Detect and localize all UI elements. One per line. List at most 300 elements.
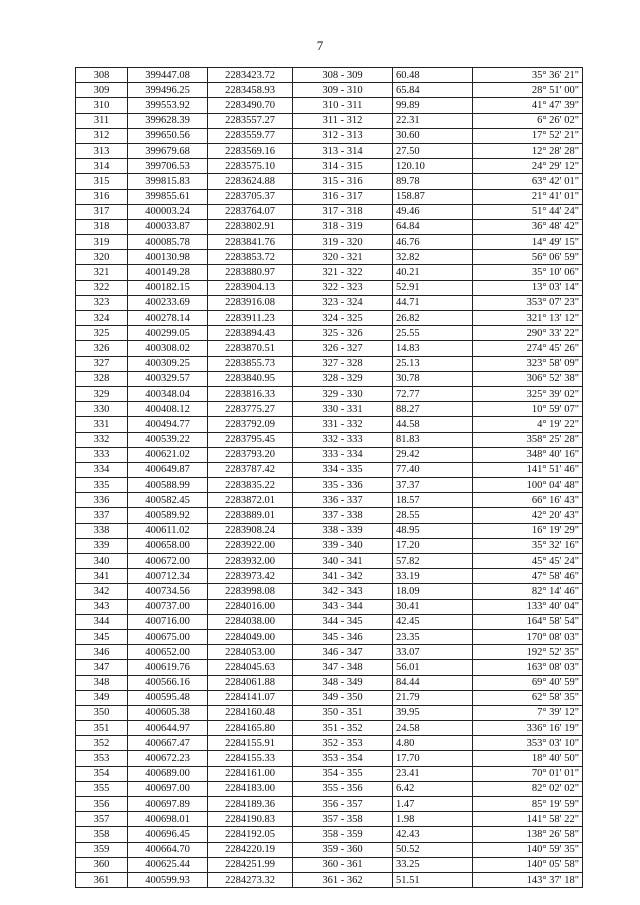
length-cell: 29.42: [393, 447, 473, 462]
angle-cell: 290° 33' 22": [473, 326, 583, 341]
table-row: [76, 371, 583, 386]
angle-cell: 133° 40' 04": [473, 599, 583, 614]
table-row: [76, 751, 583, 766]
y-coordinate-cell: 2283853.72: [208, 250, 293, 265]
length-cell: 39.95: [393, 705, 473, 720]
segment-cell: 317 - 318: [293, 204, 393, 219]
y-coordinate-cell: 2284141.07: [208, 690, 293, 705]
y-coordinate-cell: 2284061.88: [208, 675, 293, 690]
segment-cell: 309 - 310: [293, 83, 393, 98]
segment-cell: 346 - 347: [293, 645, 393, 660]
table-row: [76, 159, 583, 174]
point-number-cell: 326: [76, 341, 128, 356]
y-coordinate-cell: 2283792.09: [208, 417, 293, 432]
point-number-cell: 322: [76, 280, 128, 295]
table-row: [76, 386, 583, 401]
y-coordinate-cell: 2284155.33: [208, 751, 293, 766]
x-coordinate-cell: 400033.87: [128, 219, 208, 234]
length-cell: 33.25: [393, 857, 473, 872]
point-number-cell: 357: [76, 812, 128, 827]
y-coordinate-cell: 2283911.23: [208, 311, 293, 326]
segment-cell: 341 - 342: [293, 569, 393, 584]
point-number-cell: 328: [76, 371, 128, 386]
x-coordinate-cell: 400299.05: [128, 326, 208, 341]
angle-cell: 353° 03' 10": [473, 736, 583, 751]
x-coordinate-cell: 400658.00: [128, 538, 208, 553]
angle-cell: 306° 52' 38": [473, 371, 583, 386]
length-cell: 120.10: [393, 159, 473, 174]
length-cell: 32.82: [393, 250, 473, 265]
table-row: [76, 204, 583, 219]
table-row: [76, 645, 583, 660]
table-row: [76, 280, 583, 295]
angle-cell: 6° 26' 02": [473, 113, 583, 128]
segment-cell: 348 - 349: [293, 675, 393, 690]
x-coordinate-cell: 400329.57: [128, 371, 208, 386]
angle-cell: 36° 48' 42": [473, 219, 583, 234]
table-row: [76, 614, 583, 629]
y-coordinate-cell: 2284049.00: [208, 629, 293, 644]
y-coordinate-cell: 2283569.16: [208, 143, 293, 158]
table-row: [76, 68, 583, 83]
segment-cell: 339 - 340: [293, 538, 393, 553]
point-number-cell: 358: [76, 827, 128, 842]
angle-cell: 12° 28' 28": [473, 143, 583, 158]
table-row: [76, 174, 583, 189]
point-number-cell: 324: [76, 311, 128, 326]
table-row: [76, 781, 583, 796]
segment-cell: 311 - 312: [293, 113, 393, 128]
x-coordinate-cell: 400672.00: [128, 554, 208, 569]
point-number-cell: 337: [76, 508, 128, 523]
table-row: [76, 523, 583, 538]
y-coordinate-cell: 2283998.08: [208, 584, 293, 599]
y-coordinate-cell: 2284045.63: [208, 660, 293, 675]
length-cell: 33.19: [393, 569, 473, 584]
segment-cell: 360 - 361: [293, 857, 393, 872]
point-number-cell: 333: [76, 447, 128, 462]
length-cell: 25.13: [393, 356, 473, 371]
x-coordinate-cell: 400003.24: [128, 204, 208, 219]
y-coordinate-cell: 2284192.05: [208, 827, 293, 842]
segment-cell: 342 - 343: [293, 584, 393, 599]
y-coordinate-cell: 2284189.36: [208, 797, 293, 812]
angle-cell: 100° 04' 48": [473, 478, 583, 493]
point-number-cell: 354: [76, 766, 128, 781]
length-cell: 65.84: [393, 83, 473, 98]
segment-cell: 310 - 311: [293, 98, 393, 113]
point-number-cell: 352: [76, 736, 128, 751]
y-coordinate-cell: 2284038.00: [208, 614, 293, 629]
segment-cell: 329 - 330: [293, 386, 393, 401]
segment-cell: 340 - 341: [293, 554, 393, 569]
angle-cell: 82° 02' 02": [473, 781, 583, 796]
x-coordinate-cell: 400278.14: [128, 311, 208, 326]
y-coordinate-cell: 2283575.10: [208, 159, 293, 174]
angle-cell: 141° 58' 22": [473, 812, 583, 827]
length-cell: 14.83: [393, 341, 473, 356]
table-row: [76, 842, 583, 857]
x-coordinate-cell: 399855.61: [128, 189, 208, 204]
angle-cell: 47° 58' 46": [473, 569, 583, 584]
angle-cell: 170° 08' 03": [473, 629, 583, 644]
x-coordinate-cell: 399706.53: [128, 159, 208, 174]
segment-cell: 315 - 316: [293, 174, 393, 189]
length-cell: 56.01: [393, 660, 473, 675]
x-coordinate-cell: 400625.44: [128, 857, 208, 872]
point-number-cell: 310: [76, 98, 128, 113]
angle-cell: 21° 41' 01": [473, 189, 583, 204]
length-cell: 1.98: [393, 812, 473, 827]
length-cell: 48.95: [393, 523, 473, 538]
segment-cell: 335 - 336: [293, 478, 393, 493]
angle-cell: 325° 39' 02": [473, 386, 583, 401]
point-number-cell: 347: [76, 660, 128, 675]
table-row: [76, 189, 583, 204]
segment-cell: 313 - 314: [293, 143, 393, 158]
segment-cell: 325 - 326: [293, 326, 393, 341]
y-coordinate-cell: 2283802.91: [208, 219, 293, 234]
point-number-cell: 309: [76, 83, 128, 98]
length-cell: 22.31: [393, 113, 473, 128]
point-number-cell: 315: [76, 174, 128, 189]
segment-cell: 328 - 329: [293, 371, 393, 386]
length-cell: 72.77: [393, 386, 473, 401]
angle-cell: 358° 25' 28": [473, 432, 583, 447]
table-row: [76, 235, 583, 250]
point-number-cell: 349: [76, 690, 128, 705]
x-coordinate-cell: 399628.39: [128, 113, 208, 128]
angle-cell: 140° 59' 35": [473, 842, 583, 857]
table-row: [76, 98, 583, 113]
x-coordinate-cell: 400664.70: [128, 842, 208, 857]
y-coordinate-cell: 2283557.27: [208, 113, 293, 128]
segment-cell: 316 - 317: [293, 189, 393, 204]
segment-cell: 312 - 313: [293, 128, 393, 143]
length-cell: 4.80: [393, 736, 473, 751]
length-cell: 6.42: [393, 781, 473, 796]
point-number-cell: 342: [76, 584, 128, 599]
table-row: [76, 736, 583, 751]
x-coordinate-cell: 400539.22: [128, 432, 208, 447]
length-cell: 89.78: [393, 174, 473, 189]
point-number-cell: 313: [76, 143, 128, 158]
point-number-cell: 319: [76, 235, 128, 250]
length-cell: 21.79: [393, 690, 473, 705]
angle-cell: 69° 40' 59": [473, 675, 583, 690]
y-coordinate-cell: 2283423.72: [208, 68, 293, 83]
y-coordinate-cell: 2283490.70: [208, 98, 293, 113]
x-coordinate-cell: 399679.68: [128, 143, 208, 158]
segment-cell: 355 - 356: [293, 781, 393, 796]
length-cell: 28.55: [393, 508, 473, 523]
angle-cell: 348° 40' 16": [473, 447, 583, 462]
point-number-cell: 325: [76, 326, 128, 341]
segment-cell: 334 - 335: [293, 462, 393, 477]
table-row: [76, 766, 583, 781]
point-number-cell: 351: [76, 721, 128, 736]
length-cell: 64.84: [393, 219, 473, 234]
angle-cell: 24° 29' 12": [473, 159, 583, 174]
table-row: [76, 219, 583, 234]
x-coordinate-cell: 400667.47: [128, 736, 208, 751]
x-coordinate-cell: 400652.00: [128, 645, 208, 660]
y-coordinate-cell: 2284251.99: [208, 857, 293, 872]
table-row: [76, 538, 583, 553]
angle-cell: 63° 42' 01": [473, 174, 583, 189]
table-row: [76, 417, 583, 432]
angle-cell: 163° 08' 03": [473, 660, 583, 675]
length-cell: 42.45: [393, 614, 473, 629]
y-coordinate-cell: 2284160.48: [208, 705, 293, 720]
length-cell: 50.52: [393, 842, 473, 857]
point-number-cell: 334: [76, 462, 128, 477]
table-row: [76, 447, 583, 462]
y-coordinate-cell: 2283835.22: [208, 478, 293, 493]
table-row: [76, 462, 583, 477]
coordinates-table-body: [76, 68, 583, 888]
angle-cell: 18° 40' 50": [473, 751, 583, 766]
x-coordinate-cell: 399815.83: [128, 174, 208, 189]
segment-cell: 330 - 331: [293, 402, 393, 417]
x-coordinate-cell: 400672.23: [128, 751, 208, 766]
x-coordinate-cell: 400566.16: [128, 675, 208, 690]
segment-cell: 361 - 362: [293, 872, 393, 887]
angle-cell: 141° 51' 46": [473, 462, 583, 477]
length-cell: 17.20: [393, 538, 473, 553]
x-coordinate-cell: 399650.56: [128, 128, 208, 143]
y-coordinate-cell: 2283908.24: [208, 523, 293, 538]
table-row: [76, 113, 583, 128]
x-coordinate-cell: 400712.34: [128, 569, 208, 584]
point-number-cell: 361: [76, 872, 128, 887]
y-coordinate-cell: 2283840.95: [208, 371, 293, 386]
segment-cell: 345 - 346: [293, 629, 393, 644]
y-coordinate-cell: 2283775.27: [208, 402, 293, 417]
y-coordinate-cell: 2283855.73: [208, 356, 293, 371]
angle-cell: 13° 03' 14": [473, 280, 583, 295]
point-number-cell: 346: [76, 645, 128, 660]
length-cell: 51.51: [393, 872, 473, 887]
angle-cell: 35° 36' 21": [473, 68, 583, 83]
angle-cell: 82° 14' 46": [473, 584, 583, 599]
table-row: [76, 493, 583, 508]
segment-cell: 323 - 324: [293, 295, 393, 310]
table-row: [76, 554, 583, 569]
y-coordinate-cell: 2283559.77: [208, 128, 293, 143]
length-cell: 27.50: [393, 143, 473, 158]
segment-cell: 318 - 319: [293, 219, 393, 234]
length-cell: 30.60: [393, 128, 473, 143]
segment-cell: 357 - 358: [293, 812, 393, 827]
table-row: [76, 356, 583, 371]
table-row: [76, 143, 583, 158]
angle-cell: 336° 16' 19": [473, 721, 583, 736]
y-coordinate-cell: 2283624.88: [208, 174, 293, 189]
x-coordinate-cell: 400494.77: [128, 417, 208, 432]
length-cell: 49.46: [393, 204, 473, 219]
point-number-cell: 335: [76, 478, 128, 493]
x-coordinate-cell: 400697.00: [128, 781, 208, 796]
x-coordinate-cell: 400599.93: [128, 872, 208, 887]
y-coordinate-cell: 2284053.00: [208, 645, 293, 660]
point-number-cell: 320: [76, 250, 128, 265]
x-coordinate-cell: 400734.56: [128, 584, 208, 599]
table-row: [76, 508, 583, 523]
segment-cell: 343 - 344: [293, 599, 393, 614]
x-coordinate-cell: 400308.02: [128, 341, 208, 356]
table-row: [76, 705, 583, 720]
length-cell: 44.58: [393, 417, 473, 432]
point-number-cell: 338: [76, 523, 128, 538]
angle-cell: 17° 52' 21": [473, 128, 583, 143]
segment-cell: 332 - 333: [293, 432, 393, 447]
angle-cell: 16° 19' 29": [473, 523, 583, 538]
length-cell: 60.48: [393, 68, 473, 83]
length-cell: 40.21: [393, 265, 473, 280]
angle-cell: 28° 51' 00": [473, 83, 583, 98]
table-row: [76, 432, 583, 447]
length-cell: 30.78: [393, 371, 473, 386]
y-coordinate-cell: 2284220.19: [208, 842, 293, 857]
table-row: [76, 675, 583, 690]
angle-cell: 353° 07' 23": [473, 295, 583, 310]
segment-cell: 337 - 338: [293, 508, 393, 523]
table-row: [76, 584, 583, 599]
x-coordinate-cell: 400644.97: [128, 721, 208, 736]
table-row: [76, 341, 583, 356]
angle-cell: 323° 58' 09": [473, 356, 583, 371]
point-number-cell: 359: [76, 842, 128, 857]
point-number-cell: 344: [76, 614, 128, 629]
y-coordinate-cell: 2283787.42: [208, 462, 293, 477]
length-cell: 26.82: [393, 311, 473, 326]
x-coordinate-cell: 400233.69: [128, 295, 208, 310]
segment-cell: 359 - 360: [293, 842, 393, 857]
y-coordinate-cell: 2284161.00: [208, 766, 293, 781]
length-cell: 158.87: [393, 189, 473, 204]
segment-cell: 321 - 322: [293, 265, 393, 280]
segment-cell: 326 - 327: [293, 341, 393, 356]
x-coordinate-cell: 400085.78: [128, 235, 208, 250]
x-coordinate-cell: 400595.48: [128, 690, 208, 705]
point-number-cell: 318: [76, 219, 128, 234]
segment-cell: 347 - 348: [293, 660, 393, 675]
x-coordinate-cell: 399553.92: [128, 98, 208, 113]
segment-cell: 349 - 350: [293, 690, 393, 705]
point-number-cell: 327: [76, 356, 128, 371]
x-coordinate-cell: 400182.15: [128, 280, 208, 295]
table-row: [76, 812, 583, 827]
y-coordinate-cell: 2283795.45: [208, 432, 293, 447]
length-cell: 44.71: [393, 295, 473, 310]
point-number-cell: 330: [76, 402, 128, 417]
y-coordinate-cell: 2284155.91: [208, 736, 293, 751]
segment-cell: 324 - 325: [293, 311, 393, 326]
segment-cell: 327 - 328: [293, 356, 393, 371]
table-row: [76, 872, 583, 887]
table-row: [76, 265, 583, 280]
angle-cell: 70° 01' 01": [473, 766, 583, 781]
angle-cell: 321° 13' 12": [473, 311, 583, 326]
point-number-cell: 321: [76, 265, 128, 280]
x-coordinate-cell: 400619.76: [128, 660, 208, 675]
point-number-cell: 339: [76, 538, 128, 553]
x-coordinate-cell: 400309.25: [128, 356, 208, 371]
angle-cell: 164° 58' 54": [473, 614, 583, 629]
table-row: [76, 660, 583, 675]
length-cell: 1.47: [393, 797, 473, 812]
angle-cell: 140° 05' 58": [473, 857, 583, 872]
angle-cell: 35° 10' 06": [473, 265, 583, 280]
table-row: [76, 295, 583, 310]
length-cell: 99.89: [393, 98, 473, 113]
segment-cell: 351 - 352: [293, 721, 393, 736]
point-number-cell: 360: [76, 857, 128, 872]
angle-cell: 42° 20' 43": [473, 508, 583, 523]
length-cell: 37.37: [393, 478, 473, 493]
y-coordinate-cell: 2283932.00: [208, 554, 293, 569]
y-coordinate-cell: 2283816.33: [208, 386, 293, 401]
table-row: [76, 690, 583, 705]
angle-cell: 66° 16' 43": [473, 493, 583, 508]
y-coordinate-cell: 2283764.07: [208, 204, 293, 219]
point-number-cell: 332: [76, 432, 128, 447]
angle-cell: 51° 44' 24": [473, 204, 583, 219]
y-coordinate-cell: 2283916.08: [208, 295, 293, 310]
length-cell: 24.58: [393, 721, 473, 736]
point-number-cell: 355: [76, 781, 128, 796]
segment-cell: 352 - 353: [293, 736, 393, 751]
angle-cell: 192° 52' 35": [473, 645, 583, 660]
length-cell: 18.09: [393, 584, 473, 599]
length-cell: 81.83: [393, 432, 473, 447]
y-coordinate-cell: 2284190.83: [208, 812, 293, 827]
y-coordinate-cell: 2283705.37: [208, 189, 293, 204]
segment-cell: 344 - 345: [293, 614, 393, 629]
length-cell: 57.82: [393, 554, 473, 569]
x-coordinate-cell: 400605.38: [128, 705, 208, 720]
x-coordinate-cell: 400582.45: [128, 493, 208, 508]
y-coordinate-cell: 2283793.20: [208, 447, 293, 462]
segment-cell: 314 - 315: [293, 159, 393, 174]
angle-cell: 14° 49' 15": [473, 235, 583, 250]
length-cell: 46.76: [393, 235, 473, 250]
x-coordinate-cell: 400588.99: [128, 478, 208, 493]
segment-cell: 338 - 339: [293, 523, 393, 538]
point-number-cell: 314: [76, 159, 128, 174]
point-number-cell: 329: [76, 386, 128, 401]
table-row: [76, 721, 583, 736]
x-coordinate-cell: 400689.00: [128, 766, 208, 781]
y-coordinate-cell: 2283841.76: [208, 235, 293, 250]
table-row: [76, 599, 583, 614]
angle-cell: 41° 47' 39": [473, 98, 583, 113]
angle-cell: 35° 32' 16": [473, 538, 583, 553]
segment-cell: 354 - 355: [293, 766, 393, 781]
segment-cell: 333 - 334: [293, 447, 393, 462]
angle-cell: 45° 45' 24": [473, 554, 583, 569]
length-cell: 52.91: [393, 280, 473, 295]
x-coordinate-cell: 400130.98: [128, 250, 208, 265]
y-coordinate-cell: 2283973.42: [208, 569, 293, 584]
y-coordinate-cell: 2283872.01: [208, 493, 293, 508]
table-row: [76, 326, 583, 341]
point-number-cell: 356: [76, 797, 128, 812]
point-number-cell: 317: [76, 204, 128, 219]
y-coordinate-cell: 2283458.93: [208, 83, 293, 98]
y-coordinate-cell: 2283922.00: [208, 538, 293, 553]
